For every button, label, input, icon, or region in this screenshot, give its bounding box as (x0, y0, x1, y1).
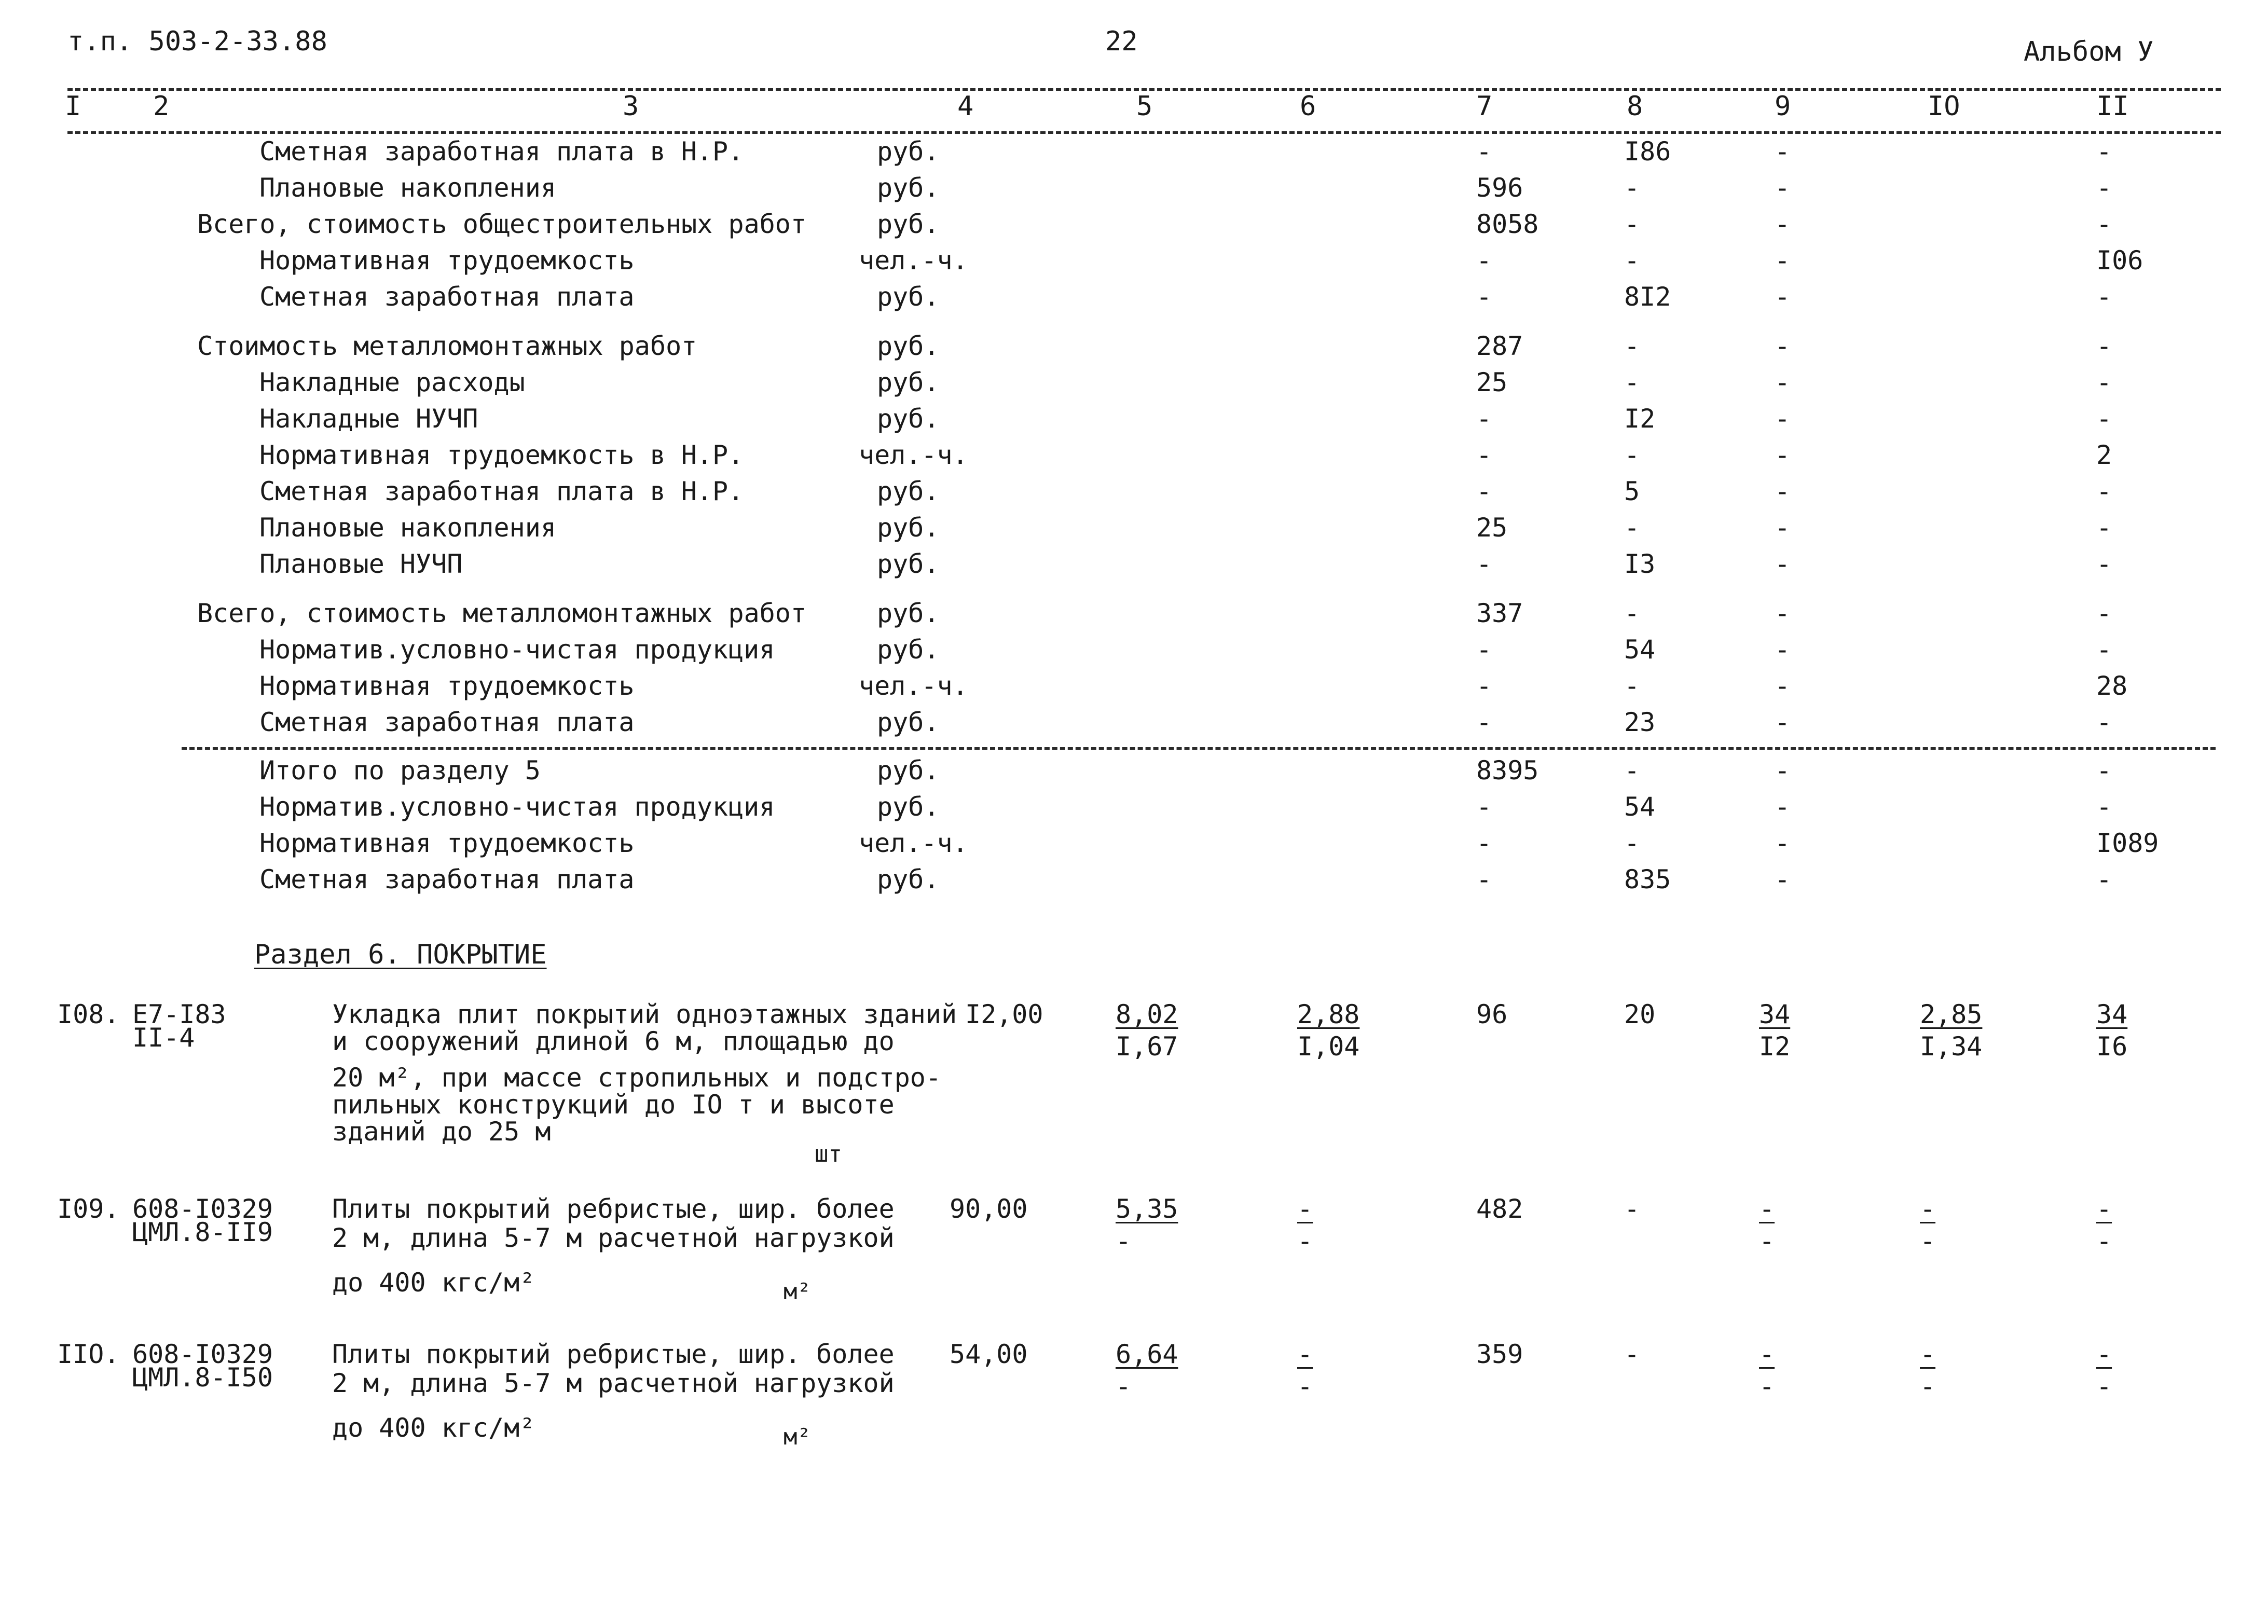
cell-col11-wage: - (2096, 1226, 2112, 1256)
row-unit: руб. (877, 549, 940, 579)
cell-col9: - (1775, 792, 1791, 822)
row-label: Плановые накопления (259, 173, 556, 203)
cell-col9-total: - (1759, 1339, 1775, 1369)
cell-col8: 8I2 (1624, 282, 1671, 312)
cell-col8: - (1624, 1339, 1640, 1369)
cell-col7: - (1476, 282, 1492, 312)
cell-col9: - (1775, 707, 1791, 737)
cell-col11-total: 34 (2096, 999, 2128, 1029)
cell-col8: - (1624, 245, 1640, 276)
row-unit: чел.-ч. (859, 671, 968, 701)
item-number: I09. (57, 1194, 120, 1224)
cell-col6-wage: I,04 (1297, 1031, 1360, 1062)
cell-col11: - (2096, 476, 2112, 506)
item-code: Е7-I83 (132, 999, 226, 1029)
column-header: 2 (153, 91, 170, 122)
row-label: Накладные расходы (259, 367, 525, 397)
row-label: Плановые НУЧП (259, 549, 463, 579)
item-description-line: до 400 кгс/м² (332, 1268, 535, 1298)
item-description-line: Укладка плит покрытий одноэтажных зданий (332, 999, 957, 1029)
row-label: Сметная заработная плата (259, 707, 635, 737)
item-code-secondary: ЦМЛ.8-II9 (132, 1217, 273, 1247)
cell-col5-wage: I,67 (1116, 1031, 1178, 1062)
album-label: Альбом У (2024, 36, 2154, 67)
cell-col6-wage: - (1297, 1371, 1313, 1401)
row-unit: чел.-ч. (859, 245, 968, 276)
cell-col8: - (1624, 173, 1640, 203)
row-unit: руб. (877, 282, 940, 312)
row-unit: руб. (877, 635, 940, 665)
cell-col8: 54 (1624, 635, 1656, 665)
row-unit: чел.-ч. (859, 440, 968, 470)
cell-col7: 25 (1476, 513, 1508, 543)
row-unit: руб. (877, 404, 940, 434)
cell-col8: I3 (1624, 549, 1656, 579)
cell-col10-wage: - (1920, 1226, 1936, 1256)
column-header: II (2096, 91, 2129, 122)
item-description-line: пильных конструкций до IO т и высоте (332, 1090, 895, 1120)
cell-col9: - (1775, 367, 1791, 397)
cell-col11: - (2096, 864, 2112, 894)
cell-col7: - (1476, 864, 1492, 894)
cell-col7: - (1476, 136, 1492, 167)
row-unit: руб. (877, 209, 940, 239)
column-header: 8 (1627, 91, 1643, 122)
cell-col9: - (1775, 331, 1791, 361)
cell-col9: - (1775, 828, 1791, 858)
cell-col7: 596 (1476, 173, 1523, 203)
cell-col8: - (1624, 671, 1640, 701)
item-unit: м² (784, 1278, 811, 1305)
cell-col11: 2 (2096, 440, 2112, 470)
row-label: Плановые накопления (259, 513, 556, 543)
column-header: 4 (957, 91, 974, 122)
cell-col7: 287 (1476, 331, 1523, 361)
row-unit: руб. (877, 864, 940, 894)
row-label: Всего, стоимость металломонтажных работ (197, 598, 806, 628)
cell-col11: - (2096, 549, 2112, 579)
row-unit: руб. (877, 136, 940, 167)
cell-col5-price: 8,02 (1116, 999, 1178, 1029)
item-description-line: 20 м², при массе стропильных и подстро- (332, 1063, 941, 1093)
cell-col10-machine: - (1920, 1194, 1936, 1224)
row-unit: руб. (877, 513, 940, 543)
cell-col7: - (1476, 792, 1492, 822)
cell-col6-wage: - (1297, 1226, 1313, 1256)
cell-col10-machine: - (1920, 1339, 1936, 1369)
item-number: IIO. (57, 1339, 120, 1369)
cell-col9: - (1775, 755, 1791, 786)
cell-col9: - (1775, 864, 1791, 894)
cell-col8: - (1624, 513, 1640, 543)
cell-col8: I2 (1624, 404, 1656, 434)
cell-col9-wage: - (1759, 1371, 1775, 1401)
cell-col7: - (1476, 828, 1492, 858)
column-header: IO (1928, 91, 1960, 122)
cell-col7: - (1476, 549, 1492, 579)
row-unit: руб. (877, 792, 940, 822)
cell-col8: - (1624, 331, 1640, 361)
cell-col7: - (1476, 440, 1492, 470)
cell-col7: - (1476, 404, 1492, 434)
row-label: Итого по разделу 5 (259, 755, 541, 786)
row-unit: руб. (877, 173, 940, 203)
cell-col8: 20 (1624, 999, 1656, 1029)
cell-col6-machine: - (1297, 1339, 1313, 1369)
cell-col9: - (1775, 173, 1791, 203)
cell-col8: 835 (1624, 864, 1671, 894)
row-unit: руб. (877, 367, 940, 397)
row-label: Стоимость металломонтажных работ (197, 331, 697, 361)
cell-col11: - (2096, 209, 2112, 239)
cell-col7: 96 (1476, 999, 1508, 1029)
cell-col11-total: - (2096, 1339, 2112, 1369)
cell-col11: - (2096, 598, 2112, 628)
row-unit: руб. (877, 707, 940, 737)
cell-col7: 25 (1476, 367, 1508, 397)
row-unit: руб. (877, 476, 940, 506)
cell-col11: - (2096, 136, 2112, 167)
cell-col9: - (1775, 476, 1791, 506)
row-label: Всего, стоимость общестроительных работ (197, 209, 806, 239)
item-code-secondary: II-4 (132, 1023, 195, 1053)
row-label: Нормативная трудоемкость в Н.Р. (259, 440, 744, 470)
column-header: 9 (1775, 91, 1791, 122)
row-label: Накладные НУЧП (259, 404, 478, 434)
item-number: I08. (57, 999, 120, 1029)
cell-col11: - (2096, 367, 2112, 397)
cell-col9: - (1775, 549, 1791, 579)
header-bottom-rule (67, 131, 2221, 134)
item-description-line: 2 м, длина 5-7 м расчетной нагрузкой (332, 1223, 895, 1253)
cell-col11: - (2096, 331, 2112, 361)
cell-col11: - (2096, 635, 2112, 665)
cell-col9-total: - (1759, 1194, 1775, 1224)
section-title: Раздел 6. ПОКРЫТИЕ (254, 939, 547, 970)
cell-col8: - (1624, 440, 1640, 470)
cell-col8: - (1624, 367, 1640, 397)
cell-col6-machine: - (1297, 1194, 1313, 1224)
cell-col7: 359 (1476, 1339, 1523, 1369)
item-code: 608-I0329 (132, 1194, 273, 1224)
item-description-line: до 400 кгс/м² (332, 1413, 535, 1443)
page-number: 22 (1105, 26, 1138, 57)
cell-col9: - (1775, 440, 1791, 470)
item-code: 608-I0329 (132, 1339, 273, 1369)
cell-col8: - (1624, 209, 1640, 239)
row-unit: чел.-ч. (859, 828, 968, 858)
item-description-line: Плиты покрытий ребристые, шир. более (332, 1339, 895, 1369)
cell-col11-total: - (2096, 1194, 2112, 1224)
row-label: Нормативная трудоемкость (259, 828, 635, 858)
row-label: Сметная заработная плата (259, 282, 635, 312)
cell-col11: - (2096, 792, 2112, 822)
item-unit: м² (784, 1424, 811, 1450)
item-quantity: I2,00 (965, 999, 1043, 1029)
cell-col7: 8395 (1476, 755, 1539, 786)
cell-col6-machine: 2,88 (1297, 999, 1360, 1029)
totals-rule (182, 747, 2216, 750)
cell-col11: 28 (2096, 671, 2128, 701)
cell-col11: I089 (2096, 828, 2159, 858)
cell-col5-price: 6,64 (1116, 1339, 1178, 1369)
cell-col9: - (1775, 404, 1791, 434)
cell-col7: 8058 (1476, 209, 1539, 239)
cell-col8: - (1624, 828, 1640, 858)
cell-col11: - (2096, 173, 2112, 203)
cell-col5-wage: - (1116, 1371, 1132, 1401)
column-header: 6 (1300, 91, 1316, 122)
cell-col11: I06 (2096, 245, 2143, 276)
cell-col8: 5 (1624, 476, 1640, 506)
item-code-secondary: ЦМЛ.8-I50 (132, 1362, 273, 1393)
cell-col8: - (1624, 755, 1640, 786)
cell-col7: - (1476, 635, 1492, 665)
cell-col9-total: 34 (1759, 999, 1791, 1029)
document-code: т.п. 503-2-33.88 (67, 26, 327, 57)
item-unit: шт (815, 1141, 842, 1167)
cell-col7: 482 (1476, 1194, 1523, 1224)
cell-col7: - (1476, 671, 1492, 701)
row-label: Сметная заработная плата в Н.Р. (259, 476, 744, 506)
cell-col9: - (1775, 598, 1791, 628)
item-description-line: Плиты покрытий ребристые, шир. более (332, 1194, 895, 1224)
column-header: I (65, 91, 81, 122)
cell-col11: - (2096, 404, 2112, 434)
cell-col10-wage: I,34 (1920, 1031, 1983, 1062)
cell-col8: I86 (1624, 136, 1671, 167)
cell-col7: - (1476, 476, 1492, 506)
cell-col11: - (2096, 513, 2112, 543)
cell-col11: - (2096, 755, 2112, 786)
cell-col8: - (1624, 1194, 1640, 1224)
row-label: Нормативная трудоемкость (259, 671, 635, 701)
cell-col5-price: 5,35 (1116, 1194, 1178, 1224)
cell-col9: - (1775, 245, 1791, 276)
cell-col7: 337 (1476, 598, 1523, 628)
cell-col9-wage: I2 (1759, 1031, 1791, 1062)
row-label: Норматив.условно-чистая продукция (259, 635, 775, 665)
cell-col11-wage: - (2096, 1371, 2112, 1401)
cell-col8: 23 (1624, 707, 1656, 737)
cell-col5-wage: - (1116, 1226, 1132, 1256)
cell-col8: - (1624, 598, 1640, 628)
row-label: Сметная заработная плата (259, 864, 635, 894)
item-description-line: зданий до 25 м (332, 1117, 551, 1147)
cell-col9: - (1775, 282, 1791, 312)
cell-col11: - (2096, 707, 2112, 737)
cell-col9-wage: - (1759, 1226, 1775, 1256)
column-header: 3 (623, 91, 639, 122)
item-quantity: 54,00 (950, 1339, 1028, 1369)
cell-col11-wage: I6 (2096, 1031, 2128, 1062)
cell-col10-wage: - (1920, 1371, 1936, 1401)
item-description-line: и сооружений длиной 6 м, площадью до (332, 1026, 895, 1056)
row-unit: руб. (877, 598, 940, 628)
cell-col10-machine: 2,85 (1920, 999, 1983, 1029)
cell-col8: 54 (1624, 792, 1656, 822)
cell-col11: - (2096, 282, 2112, 312)
row-label: Сметная заработная плата в Н.Р. (259, 136, 744, 167)
column-header: 7 (1476, 91, 1493, 122)
row-unit: руб. (877, 755, 940, 786)
cell-col7: - (1476, 707, 1492, 737)
cell-col9: - (1775, 513, 1791, 543)
row-label: Нормативная трудоемкость (259, 245, 635, 276)
row-label: Норматив.условно-чистая продукция (259, 792, 775, 822)
cell-col9: - (1775, 136, 1791, 167)
cell-col9: - (1775, 209, 1791, 239)
row-unit: руб. (877, 331, 940, 361)
item-quantity: 90,00 (950, 1194, 1028, 1224)
item-description-line: 2 м, длина 5-7 м расчетной нагрузкой (332, 1368, 895, 1398)
cell-col9: - (1775, 671, 1791, 701)
cell-col9: - (1775, 635, 1791, 665)
column-header: 5 (1136, 91, 1153, 122)
cell-col7: - (1476, 245, 1492, 276)
